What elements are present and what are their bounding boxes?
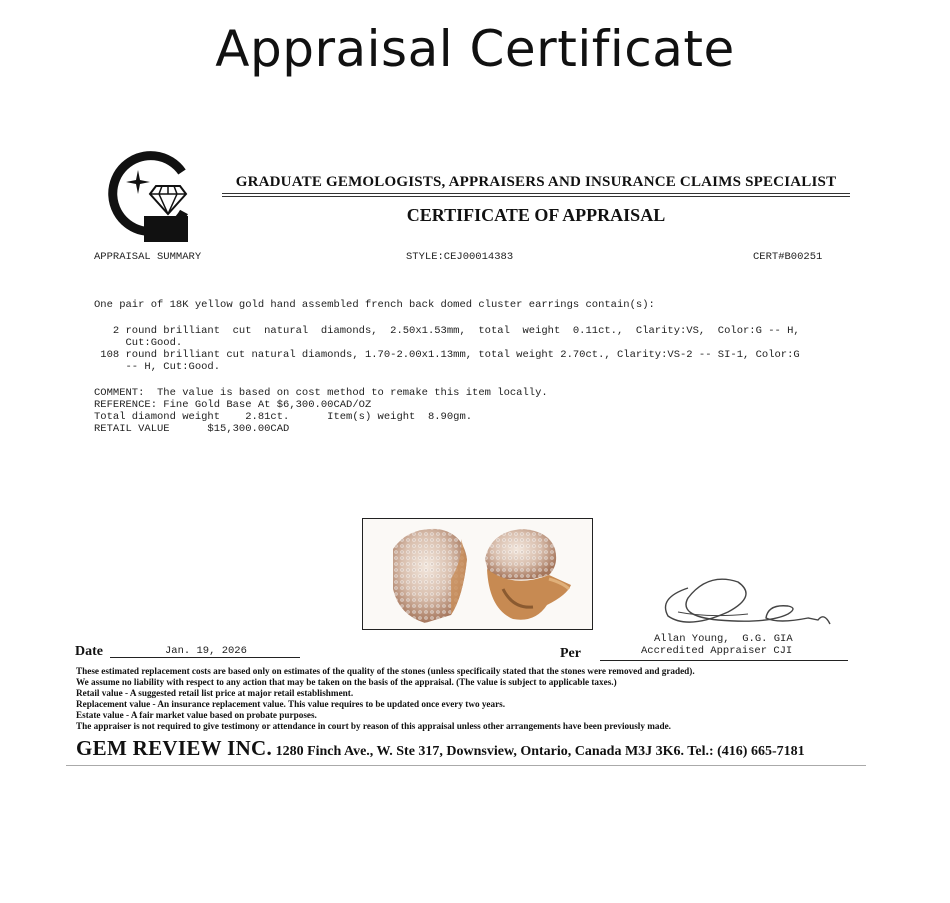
reference-line: REFERENCE: Fine Gold Base At $6,300.00CAD/OZ	[94, 399, 372, 411]
certificate-heading: CERTIFICATE OF APPRAISAL	[406, 205, 666, 225]
header-divider	[222, 196, 850, 197]
disclaimer-line: These estimated replacement costs are based only on estimates of the quality of the stones (unless specificaily stated that the stones were removed and graded).	[76, 666, 695, 676]
gem-logo-icon	[104, 150, 196, 242]
per-label: Per	[560, 646, 581, 661]
retail-value: RETAIL VALUE $15,300.00CAD	[94, 423, 290, 435]
date-label: Date	[75, 644, 103, 659]
disclaimer-line: Replacement value - An insurance replacement value. This value requires to be updated once every two years.	[76, 699, 506, 709]
company-name: GEM REVIEW INC.	[76, 736, 273, 760]
appraiser-title: Accredited Appraiser CJI	[641, 645, 793, 657]
comment-line: COMMENT: The value is based on cost method to remake this item locally.	[94, 387, 548, 399]
disclaimer-line: The appraiser is not required to give testimony or attendance in court by reason of this appraisal unless other arrangements have been previously made.	[76, 721, 671, 731]
header-divider	[222, 193, 850, 194]
company-footer	[76, 736, 805, 761]
header-title: GRADUATE GEMOLOGISTS, APPRAISERS AND INSURANCE CLAIMS SPECIALIST	[235, 174, 837, 190]
cert-number: CERT#B00251	[753, 251, 823, 263]
date-underline	[110, 657, 300, 658]
disclaimer-line: Retail value - A suggested retail list price at major retail establishment.	[76, 688, 354, 698]
diamond-line: -- H, Cut:Good.	[94, 361, 221, 373]
appraiser-name: Allan Young, G.G. GIA	[654, 633, 793, 645]
style-number: STYLE:CEJ00014383	[406, 251, 514, 263]
diamond-line: 2 round brilliant cut natural diamonds, 2.50x1.53mm, total weight 0.11ct., Clarity:VS, Color:G -- H,	[94, 325, 800, 337]
disclaimer-line: We assume no liability with respect to any action that may be taken on the basis of the appraisal. (The value is subject to applicable taxes.)	[76, 677, 617, 687]
weights-line: Total diamond weight 2.81ct. Item(s) weight 8.90gm.	[94, 411, 473, 423]
footer-divider	[66, 765, 866, 766]
page-title: Appraisal Certificate	[215, 20, 735, 78]
company-address: 1280 Finch Ave., W. Ste 317, Downsview, Ontario, Canada M3J 3K6. Tel.: (416) 665-7181	[272, 744, 805, 759]
date-value: Jan. 19, 2026	[165, 645, 247, 657]
signature-line	[600, 660, 848, 661]
diamond-line: 108 round brilliant cut natural diamonds, 1.70-2.00x1.13mm, total weight 2.70ct., Clarity:VS-2 -- SI-1, Color:G	[94, 349, 800, 361]
disclaimer-line: Estate value - A fair market value based on probate purposes.	[76, 710, 317, 720]
diamond-line: Cut:Good.	[94, 337, 183, 349]
appraisal-summary-label: APPRAISAL SUMMARY	[94, 251, 202, 263]
item-description: One pair of 18K yellow gold hand assembled french back domed cluster earrings contain(s):	[94, 299, 655, 311]
appraiser-signature	[648, 568, 838, 634]
earrings-photo	[362, 518, 593, 630]
